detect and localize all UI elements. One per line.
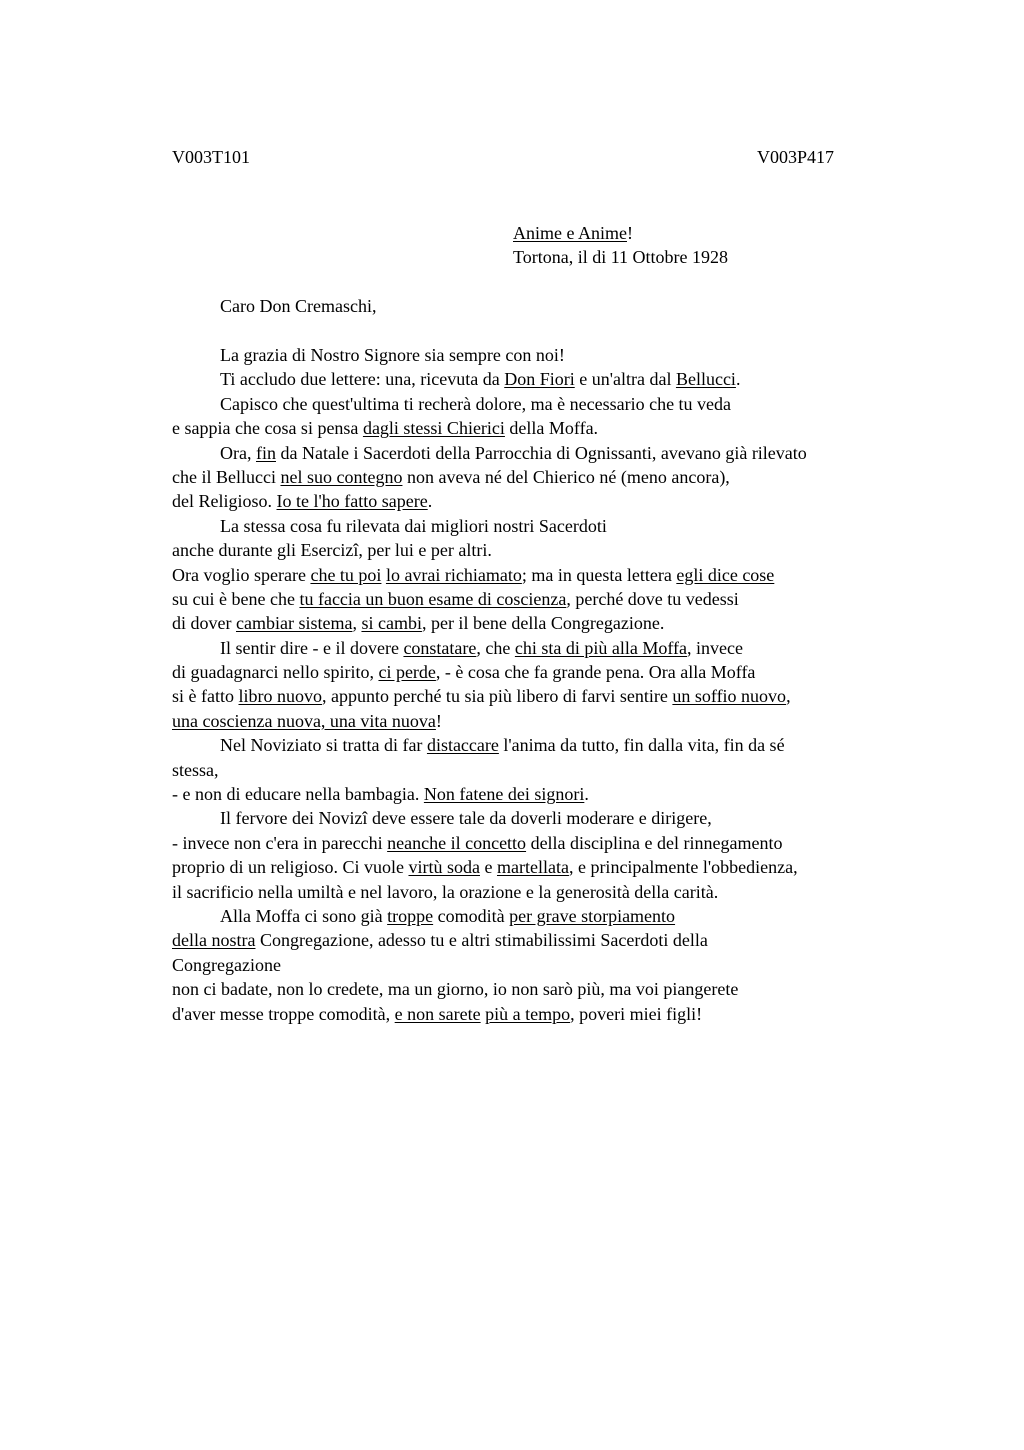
text-run: della disciplina e del rinnegamento <box>526 832 783 853</box>
letter-body <box>172 343 912 1026</box>
text-run: che il Bellucci <box>172 466 281 487</box>
text-run: stessa, <box>172 759 219 780</box>
body-line <box>172 806 912 830</box>
text-run: - e non di educare nella bambagia. <box>172 784 424 805</box>
text-run: - invece non c'era in parecchi <box>172 832 388 853</box>
underlined-text: tu faccia un buon esame di coscienza <box>299 588 567 609</box>
text-run: anche durante gli Esercizi <box>172 540 359 561</box>
text-run: Capisco che quest'ultima ti recherà dolore, ma è necessario che tu veda <box>220 393 732 414</box>
body-line <box>172 782 912 806</box>
body-line <box>172 904 912 928</box>
body-line <box>172 489 912 513</box>
text-run: deve essere tale da doverli moderare e dirigere, <box>367 808 712 829</box>
text-run: , invece <box>687 637 743 658</box>
text-run: , <box>352 613 362 634</box>
text-run: Ti accludo due lettere: una, ricevuta da <box>220 369 505 390</box>
text-run: , - è cosa che fa grande pena. Ora alla Moffa <box>435 662 756 683</box>
text-run: , poveri miei figli! <box>570 1003 703 1024</box>
body-line <box>172 367 912 391</box>
body-line <box>172 880 912 904</box>
text-run: , e principalmente l'obbedienza, <box>568 857 798 878</box>
text-run: Alla Moffa ci sono già <box>220 905 388 926</box>
text-run: di dover <box>172 613 236 634</box>
underlined-text: constatare <box>403 637 477 658</box>
underlined-text: più a tempo <box>485 1003 571 1024</box>
body-line <box>172 660 912 684</box>
text-run: il sacrificio nella umiltà e nel lavoro, la orazione e la generosità della carità. <box>172 881 719 902</box>
underlined-text: per grave storpiamento <box>509 905 676 926</box>
text-run: d'aver messe troppe comodità, <box>172 1003 395 1024</box>
body-line <box>172 709 912 733</box>
underlined-text: troppe <box>387 905 434 926</box>
underlined-text: chi sta di più alla Moffa <box>514 637 688 658</box>
underlined-text: dagli stessi Chierici <box>362 418 505 439</box>
text-run: del Religioso. <box>172 491 277 512</box>
text-run: non ci badate, non lo credete, ma un giorno, io non sarò più, ma voi piangerete <box>172 979 739 1000</box>
underlined-text: Don Fiori <box>504 369 575 390</box>
text-run: , <box>786 686 791 707</box>
body-line <box>172 1002 912 1026</box>
text-run: Il fervore dei Novizi <box>220 808 368 829</box>
body-line <box>172 855 912 879</box>
body-line <box>172 538 912 562</box>
underlined-text: libro nuovo <box>238 686 322 707</box>
text-run: su cui è bene che <box>172 588 300 609</box>
text-run: La grazia di Nostro Signore sia sempre con noi! <box>220 345 565 365</box>
text-run: della Moffa. <box>504 418 599 439</box>
letter-date: Tortona, il di 11 Ottobre 1928 <box>513 247 729 267</box>
text-run: Ora voglio sperare <box>172 564 311 585</box>
text-run: Il sentir dire - e il dovere <box>220 637 404 658</box>
text-run: proprio di un religioso. Ci vuole <box>172 857 409 878</box>
underlined-text: Io te l'ho fatto sapere <box>276 491 428 512</box>
text-run: e un'altra dal <box>574 369 676 390</box>
text-run: . <box>584 784 589 805</box>
text-run: ! <box>435 710 442 731</box>
text-run: . <box>735 369 741 390</box>
body-line <box>172 587 912 611</box>
body-line <box>172 465 912 489</box>
underlined-text: si cambi <box>361 613 422 634</box>
underlined-text: egli dice cose <box>676 564 775 585</box>
body-line <box>172 977 912 1001</box>
text-run: e sappia che cosa si pensa <box>172 418 363 439</box>
text-run: , per lui e per altri. <box>358 540 492 561</box>
body-line <box>172 611 912 635</box>
text-run: Ora, <box>220 442 256 463</box>
underlined-text: distaccare <box>426 735 499 756</box>
underlined-text: della nostra <box>172 930 256 951</box>
body-line <box>172 758 912 782</box>
body-line <box>172 441 912 465</box>
underlined-text: martellata <box>496 857 569 878</box>
document-code-left: V003T101 <box>172 147 250 167</box>
letter-title-underlined: Anime e Anime <box>513 223 627 243</box>
body-line <box>172 953 912 977</box>
greeting: Caro Don Cremaschi, <box>220 296 377 316</box>
text-run: , appunto perché tu sia più libero di farvi sentire <box>321 686 673 707</box>
text-run: l'anima da tutto, fin dalla vita, fin da sé <box>498 735 785 756</box>
letter-title <box>513 221 633 245</box>
underlined-text: virtù soda <box>408 857 480 878</box>
body-line <box>172 343 912 367</box>
body-line <box>172 831 912 855</box>
underlined-text: cambiar sistema <box>235 613 353 634</box>
text-run: si è fatto <box>172 686 239 707</box>
text-run: , che <box>476 637 515 658</box>
letter-title-tail: ! <box>626 223 633 243</box>
underlined-text: un soffio nuovo <box>672 686 787 707</box>
text-run: Congregazione <box>172 954 281 975</box>
text-run: ; ma in questa lettera <box>521 564 677 585</box>
underlined-text: una coscienza nuova, una vita nuova <box>172 710 436 731</box>
underlined-text: lo avrai richiamato <box>385 564 522 585</box>
underlined-text: e non sarete <box>394 1003 481 1024</box>
text-run: da Natale i Sacerdoti della Parrocchia di Ognissanti, avevano già rilevato <box>275 442 807 463</box>
underlined-text: ci perde <box>378 662 436 683</box>
document-code-right: V003P417 <box>757 147 835 167</box>
body-line <box>172 928 912 952</box>
body-line <box>172 733 912 757</box>
text-run: Nel Noviziato si tratta di far <box>220 735 427 756</box>
body-line <box>172 563 912 587</box>
underlined-text: nel suo contegno <box>280 466 403 487</box>
text-run: e <box>479 857 497 878</box>
text-run: comodità <box>433 905 510 926</box>
underlined-text: Non fatene dei signori <box>423 784 585 805</box>
body-line <box>172 514 912 538</box>
underlined-text: Bellucci <box>675 369 736 390</box>
text-run: Congregazione, adesso tu e altri stimabilissimi Sacerdoti della <box>255 930 708 951</box>
text-run: , perché dove tu vedessi <box>566 588 739 609</box>
text-run: , per il bene della Congregazione. <box>421 613 665 634</box>
underlined-text: che tu poi <box>310 564 382 585</box>
text-run: non aveva né del Chierico né (meno ancora), <box>402 466 730 487</box>
body-line <box>172 416 912 440</box>
text-run: . <box>427 491 433 512</box>
body-line <box>172 392 912 416</box>
text-run: La stessa cosa fu rilevata dai migliori nostri Sacerdoti <box>220 515 607 536</box>
underlined-text: neanche il concetto <box>387 832 527 853</box>
underlined-text: fin <box>255 442 276 463</box>
body-line <box>172 684 912 708</box>
body-line <box>172 636 912 660</box>
text-run: di guadagnarci nello spirito, <box>172 662 379 683</box>
